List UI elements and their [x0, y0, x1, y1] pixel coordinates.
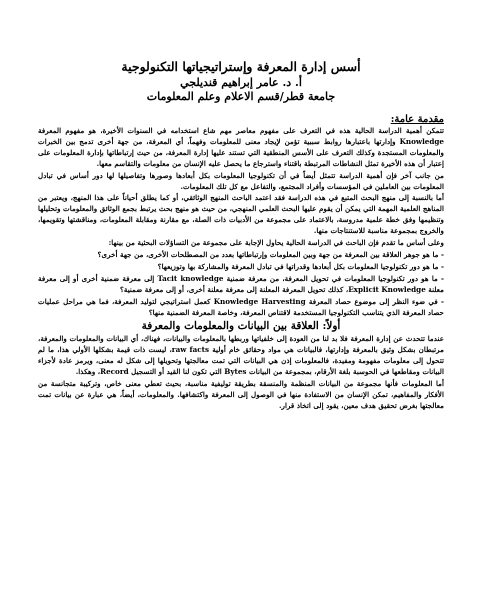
author-name: أ. د. عامر إبراهيم قنديلجي [180, 76, 302, 89]
document-title: أسس إدارة المعرفة وإستراتيجياتها التكنولوجية [121, 59, 361, 74]
research-question: - ما هو دور تكنولوجيا المعلومات بكل أبعادها وقدراتها في تبادل المعرفة والمشاركة بها وتوزيعها؟ [157, 261, 444, 271]
intro-heading: مقدمة عامة: [390, 114, 444, 125]
intro-paragraph: أما بالنسبة إلى منهج البحث المتبع في هذه الدراسة فقد اعتمد الباحث المنهج الوثائقي، أو كما يطلق أحياناً على هذا المنهج، ويعتبر من المناهج العلمية المهمة التي يمكن أن يقوم عليها البحث العلمي المنهجي، من حيث هو منهج بحث يرتبط بجمع الوثائق والمعلومات وتحليلها وتنظيمها وفق خطة علمية مدروسة، بالاعتماد على مجموعة من الأدبيات ذات الصلة، مع مقارنة ومقابلة المعلومات، ومناقشتها وتقويمها، والخروج بمجموعة مناسبة للاستنتاجات منها. [38, 193, 444, 236]
intro-paragraph: وعلى أساس ما تقدم فإن الباحث في الدراسة الحالية يحاول الإجابة على مجموعة من التساؤلات البحثية من بينها: [108, 238, 444, 248]
research-question: - في ضوء النظر إلى موضوع حصاد المعرفة Knowledge Harvesting كعمل استراتيجي لتوليد المعرفة، فما هي مراحل عمليات حصاد المعرفة الذي يتناسب التكنولوجيا المستخدمة لاقتناص المعرفة، وخاصة المعرفة الضمنية منها؟ [38, 296, 444, 317]
research-question: - ما هو جوهر العلاقة بين المعرفة من جهة وبين المعلومات وإرتباطاتها بعدد من المصطلحات الأخرى، من جهة أخرى؟ [97, 249, 444, 259]
section-paragraph: أما المعلومات فأنها مجموعة من البيانات المنظمة والمنسقة بطريقة توليفية مناسبة، بحيث تعطي معنى خاص، وتركيبة متجانسة من الأفكار والمفاهيم، تمكن الإنسان من الاستفادة منها في الوصول إلى المعرفة واكتشافها. والمعلومات، أيضاً، هي عبارة عن بيانات تمت معالجتها بغرض تحقيق هدف معين، يقود إلى اتخاذ قرار. [38, 379, 444, 410]
section-heading: أولاً: العلاقة بين البيانات والمعلومات والمعرفة [141, 320, 341, 333]
intro-paragraph: من جانب آخر فإن أهمية الدراسة تتمثل أيضاً في أن تكنولوجيا المعلومات بكل أبعادها وصورها وتفاصيلها لها دور أساس في تبادل المعلومات بين العاملين في المؤسسات وأفراد المجتمع، والتفاعل مع كل تلك المعلومات. [38, 170, 444, 191]
intro-paragraph: تتمكن أهمية الدراسة الحالية هذه في التعرف على مفهوم معاصر مهم شاع استخدامه في السنوات الأخيرة، هو مفهوم المعرفة Knowledge وإدارتها باعتبارها روابط سببية تؤمن لإيجاد معنى للمعلومات وفهماً، أي المعرفة، من جهة أخرى تدمج بين الخبرات والمعلومات المستجدة وكذلك التعرف على الأسس المنطقية التي تستند عليها إدارة المعرفة، من حيث إرتباطاتها بإدارة المعلومات على إعتبار أن هذه الأخيرة تمثل النشاطات المرتبطة باقتناء واسترجاع ما يحصل عليه الإنسان من معلومات والتقاسم معها. [38, 126, 444, 168]
section-paragraph: عندما تتحدث عن إدارة المعرفة فلا بد لنا من العودة إلى خلفياتها وربطها بالمعلومات والبيانات، فهناك، أي البيانات والمعلومات والمعرفة، مرتبطان بشكل وثيق بالمعرفة وإدارتها، فالبيانات هي مواد وحقائق خام أولية raw facts، ليست ذات قيمة بشكلها الأولي هذا، ما لم تتحول إلى معلومات مفهومة ومفيدة، فالمعلومات إذن هي البيانات التي تمت معالجتها وتحويلها إلى شكل له معنى، ويرمز عادة لأجزاء البيانات ومقاطعها في الحوسبة بلغة الأرقام، بمجموعة من البيانات Bytes التي تكون لنا القيد أو التسجيل Record، وهكذا. [38, 334, 444, 377]
research-question: - ما هو دور تكنولوجيا المعلومات في تحويل المعرفة، من معرفة ضمنية Tacit knowledge إلى معرفة ضمنية أخرى أو إلى معرفة معلنة Explicit Knowledge، كذلك تحويل المعرفة المعلنة إلى معرفة معلنة أخرى، أو إلى معرفة ضمنية؟ [38, 273, 444, 294]
author-affiliation: جامعة قطر/قسم الاعلام وعلم المعلومات [146, 90, 336, 103]
